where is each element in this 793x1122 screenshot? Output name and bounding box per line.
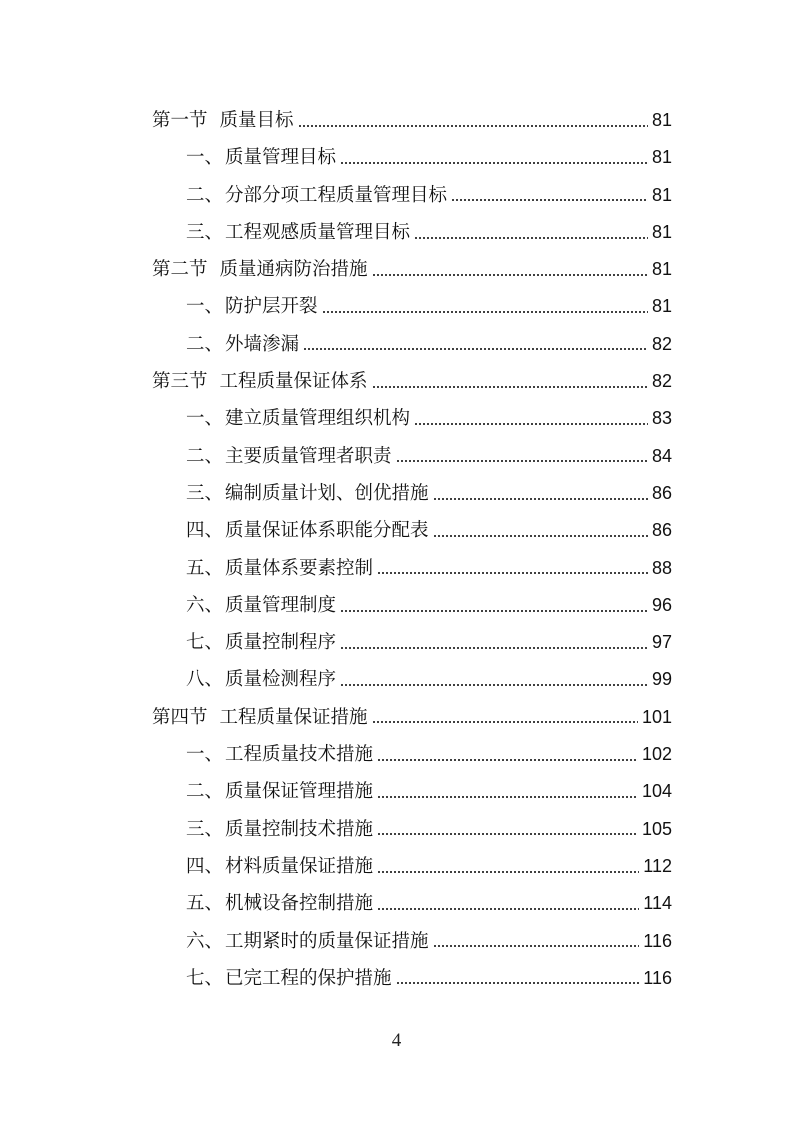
toc-dot-leader bbox=[433, 498, 648, 500]
toc-entry-title: 质量目标 bbox=[219, 110, 294, 131]
toc-entry-page-number: 116 bbox=[643, 930, 672, 951]
toc-entry-page-number: 81 bbox=[651, 221, 672, 242]
toc-entry-label bbox=[186, 475, 429, 512]
toc-entry-label bbox=[152, 102, 294, 139]
toc-dot-leader bbox=[377, 796, 638, 798]
toc-entry-prefix: 八、 bbox=[186, 669, 224, 691]
toc-subsection-entry[interactable] bbox=[152, 512, 672, 549]
toc-entry-page-number: 81 bbox=[651, 296, 672, 317]
toc-entry-page-number: 82 bbox=[651, 333, 672, 354]
toc-entry-title: 工程质量保证体系 bbox=[219, 371, 368, 393]
toc-dot-leader bbox=[433, 535, 648, 537]
toc-entry-label bbox=[186, 661, 336, 698]
toc-entry-prefix: 四、 bbox=[186, 520, 224, 542]
toc-entry-title: 质量体系要素控制 bbox=[225, 557, 374, 579]
toc-dot-leader bbox=[372, 274, 648, 276]
toc-entry-page-number: 82 bbox=[651, 371, 672, 392]
toc-dot-leader bbox=[340, 684, 648, 686]
toc-section-entry[interactable] bbox=[152, 363, 672, 400]
toc-dot-leader bbox=[414, 423, 648, 425]
toc-entry-page-number: 112 bbox=[643, 855, 672, 876]
toc-entry-prefix: 七、 bbox=[186, 632, 224, 654]
toc-entry-page-number: 116 bbox=[643, 967, 672, 988]
toc-dot-leader bbox=[340, 162, 648, 164]
toc-subsection-entry[interactable] bbox=[152, 177, 672, 214]
toc-entry-label bbox=[186, 550, 373, 587]
toc-entry-title: 建立质量管理组织机构 bbox=[225, 408, 411, 430]
toc-subsection-entry[interactable] bbox=[152, 438, 672, 475]
toc-entry-prefix: 第四节 bbox=[152, 706, 208, 728]
toc-entry-prefix: 五、 bbox=[186, 893, 224, 915]
toc-subsection-entry[interactable] bbox=[152, 811, 672, 848]
toc-entry-title: 质量保证体系职能分配表 bbox=[225, 520, 429, 542]
toc-dot-leader bbox=[377, 572, 648, 574]
toc-entry-prefix: 三、 bbox=[186, 818, 224, 840]
toc-entry-title: 防护层开裂 bbox=[225, 296, 318, 318]
toc-entry-label bbox=[186, 885, 373, 922]
toc-entry-title: 编制质量计划、创优措施 bbox=[225, 482, 429, 504]
toc-entry-title: 工期紧时的质量保证措施 bbox=[225, 930, 429, 952]
toc-entry-page-number: 81 bbox=[651, 110, 672, 130]
toc-subsection-entry[interactable] bbox=[152, 960, 672, 997]
toc-subsection-entry[interactable] bbox=[152, 475, 672, 512]
toc-entry-prefix: 一、 bbox=[186, 744, 224, 766]
toc-subsection-entry[interactable] bbox=[152, 624, 672, 661]
toc-entry-title: 质量检测程序 bbox=[225, 669, 337, 691]
toc-entry-title: 质量管理制度 bbox=[225, 594, 337, 616]
toc-entry-title: 主要质量管理者职责 bbox=[225, 445, 392, 467]
toc-dot-leader bbox=[396, 460, 648, 462]
toc-entry-title: 机械设备控制措施 bbox=[225, 893, 374, 915]
toc-entry-label bbox=[186, 811, 373, 848]
toc-subsection-entry[interactable] bbox=[152, 661, 672, 698]
toc-entry-prefix: 第一节 bbox=[152, 110, 208, 131]
toc-entry-label bbox=[186, 512, 429, 549]
toc-dot-leader bbox=[303, 348, 648, 350]
toc-entry-label bbox=[186, 400, 410, 437]
toc-subsection-entry[interactable] bbox=[152, 587, 672, 624]
toc-dot-leader bbox=[340, 610, 648, 612]
toc-dot-leader bbox=[377, 871, 639, 873]
toc-entry-label bbox=[186, 624, 336, 661]
toc-dot-leader bbox=[414, 237, 648, 239]
toc-subsection-entry[interactable] bbox=[152, 139, 672, 176]
toc-dot-leader bbox=[372, 721, 638, 723]
toc-entry-label bbox=[186, 587, 336, 624]
toc-entry-prefix: 一、 bbox=[186, 296, 224, 318]
toc-subsection-entry[interactable] bbox=[152, 326, 672, 363]
toc-entry-title: 已完工程的保护措施 bbox=[225, 967, 392, 989]
toc-subsection-entry[interactable] bbox=[152, 923, 672, 960]
toc-entry-label bbox=[186, 438, 392, 475]
toc-entry-label bbox=[186, 773, 373, 810]
toc-dot-leader bbox=[377, 759, 638, 761]
toc-entry-prefix: 二、 bbox=[186, 445, 224, 467]
toc-subsection-entry[interactable] bbox=[152, 885, 672, 922]
toc-entry-page-number: 81 bbox=[651, 259, 672, 280]
toc-entry-title: 质量通病防治措施 bbox=[219, 259, 368, 281]
toc-entry-prefix: 七、 bbox=[186, 967, 224, 989]
toc-entry-prefix: 六、 bbox=[186, 594, 224, 616]
toc-subsection-entry[interactable] bbox=[152, 288, 672, 325]
toc-entry-page-number: 105 bbox=[641, 818, 672, 839]
toc-section-entry[interactable] bbox=[152, 699, 672, 736]
toc-entry-page-number: 104 bbox=[641, 781, 672, 802]
toc-section-entry[interactable] bbox=[152, 102, 672, 139]
toc-entry-prefix: 第二节 bbox=[152, 259, 208, 281]
toc-section-entry[interactable] bbox=[152, 251, 672, 288]
toc-entry-page-number: 97 bbox=[651, 632, 672, 653]
toc-entry-label bbox=[186, 960, 392, 997]
toc-entry-label bbox=[186, 214, 410, 251]
toc-entry-label bbox=[186, 139, 336, 176]
toc-entry-label bbox=[152, 251, 368, 288]
toc-subsection-entry[interactable] bbox=[152, 214, 672, 251]
table-of-contents bbox=[152, 102, 672, 997]
toc-entry-page-number: 88 bbox=[651, 557, 672, 578]
toc-dot-leader bbox=[433, 945, 640, 947]
toc-entry-title: 工程质量技术措施 bbox=[225, 744, 374, 766]
toc-subsection-entry[interactable] bbox=[152, 848, 672, 885]
toc-entry-prefix: 一、 bbox=[186, 147, 224, 169]
toc-entry-page-number: 114 bbox=[643, 893, 672, 914]
toc-entry-prefix: 二、 bbox=[186, 781, 224, 803]
toc-entry-title: 质量控制程序 bbox=[225, 632, 337, 654]
toc-entry-title: 外墙渗漏 bbox=[225, 333, 300, 355]
toc-entry-prefix: 三、 bbox=[186, 482, 224, 504]
toc-entry-page-number: 81 bbox=[651, 147, 672, 168]
toc-entry-prefix: 三、 bbox=[186, 221, 224, 243]
toc-entry-title: 材料质量保证措施 bbox=[225, 855, 374, 877]
toc-entry-prefix: 一、 bbox=[186, 408, 224, 430]
toc-entry-title: 质量保证管理措施 bbox=[225, 781, 374, 803]
toc-dot-leader bbox=[377, 833, 638, 835]
toc-entry-prefix: 六、 bbox=[186, 930, 224, 952]
toc-entry-page-number: 86 bbox=[651, 520, 672, 541]
toc-dot-leader bbox=[377, 908, 639, 910]
toc-dot-leader bbox=[451, 199, 648, 201]
toc-entry-prefix: 四、 bbox=[186, 855, 224, 877]
toc-subsection-entry[interactable] bbox=[152, 736, 672, 773]
toc-entry-prefix: 五、 bbox=[186, 557, 224, 579]
toc-entry-page-number: 81 bbox=[651, 184, 672, 205]
toc-entry-title: 工程观感质量管理目标 bbox=[225, 221, 411, 243]
toc-subsection-entry[interactable] bbox=[152, 400, 672, 437]
toc-subsection-entry[interactable] bbox=[152, 773, 672, 810]
toc-dot-leader bbox=[372, 386, 648, 388]
toc-dot-leader bbox=[322, 311, 648, 313]
toc-entry-title: 质量控制技术措施 bbox=[225, 818, 374, 840]
toc-entry-label bbox=[186, 848, 373, 885]
toc-entry-label bbox=[186, 326, 299, 363]
toc-dot-leader bbox=[340, 647, 648, 649]
toc-entry-page-number: 102 bbox=[641, 744, 672, 765]
toc-entry-page-number: 99 bbox=[651, 669, 672, 690]
toc-entry-page-number: 83 bbox=[651, 408, 672, 429]
toc-entry-label bbox=[186, 177, 447, 214]
toc-entry-page-number: 84 bbox=[651, 445, 672, 466]
toc-entry-title: 工程质量保证措施 bbox=[219, 706, 368, 728]
toc-entry-page-number: 101 bbox=[641, 706, 672, 727]
toc-entry-label bbox=[186, 736, 373, 773]
toc-entry-page-number: 86 bbox=[651, 482, 672, 503]
toc-entry-label bbox=[152, 363, 368, 400]
toc-entry-prefix: 第三节 bbox=[152, 371, 208, 393]
toc-entry-title: 质量管理目标 bbox=[225, 147, 337, 169]
toc-entry-label bbox=[186, 923, 429, 960]
toc-entry-page-number: 96 bbox=[651, 594, 672, 615]
toc-subsection-entry[interactable] bbox=[152, 550, 672, 587]
toc-entry-label bbox=[152, 699, 368, 736]
toc-entry-label bbox=[186, 288, 318, 325]
toc-entry-title: 分部分项工程质量管理目标 bbox=[225, 184, 448, 206]
page-number: 4 bbox=[391, 1030, 402, 1051]
toc-entry-prefix: 二、 bbox=[186, 333, 224, 355]
toc-entry-prefix: 二、 bbox=[186, 184, 224, 206]
toc-dot-leader bbox=[298, 125, 648, 127]
toc-dot-leader bbox=[396, 982, 640, 984]
